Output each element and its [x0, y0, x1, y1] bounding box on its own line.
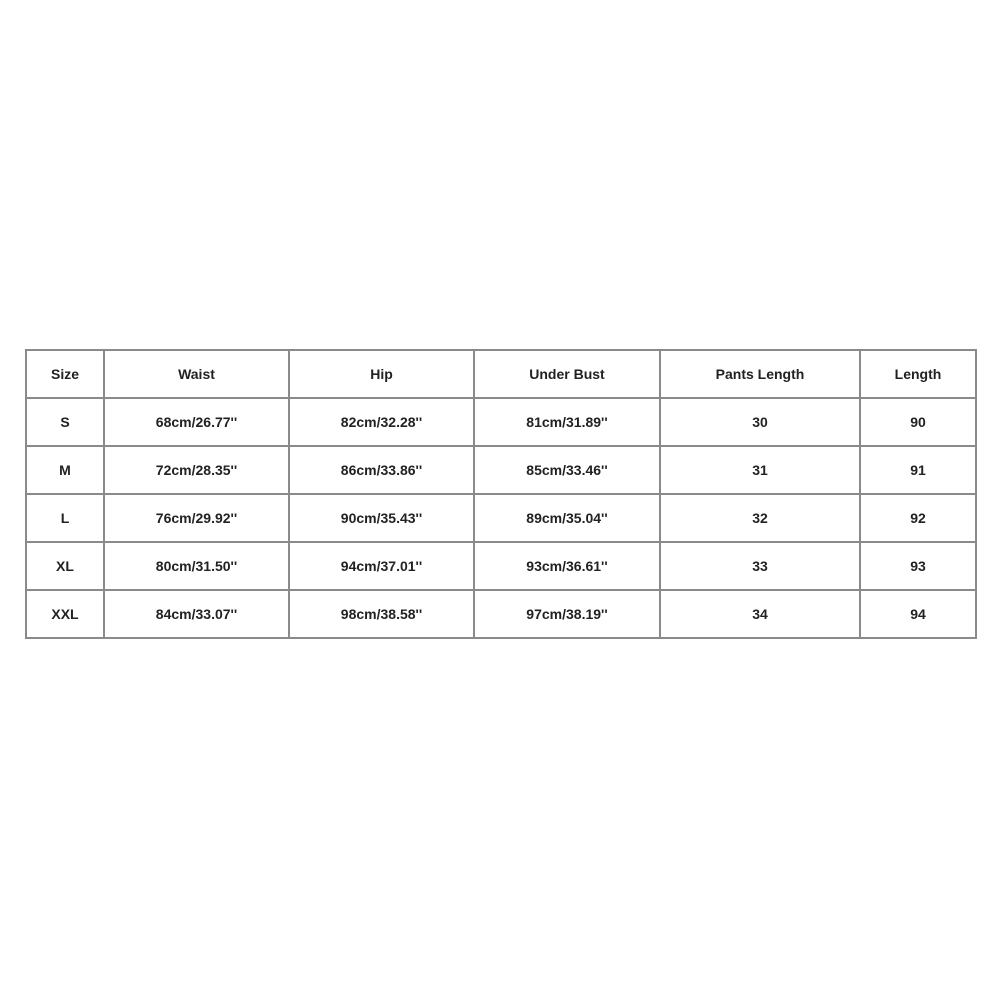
cell-length: 90	[860, 398, 976, 446]
cell-waist: 68cm/26.77''	[104, 398, 289, 446]
cell-hip: 94cm/37.01''	[289, 542, 474, 590]
cell-hip: 86cm/33.86''	[289, 446, 474, 494]
cell-pants-length: 30	[660, 398, 860, 446]
cell-size: L	[26, 494, 104, 542]
cell-size: M	[26, 446, 104, 494]
table-header-row	[26, 350, 976, 398]
size-chart-table	[25, 349, 977, 639]
header-hip: Hip	[289, 350, 474, 398]
header-under-bust: Under Bust	[474, 350, 660, 398]
cell-pants-length: 33	[660, 542, 860, 590]
cell-pants-length: 34	[660, 590, 860, 638]
cell-under-bust: 93cm/36.61''	[474, 542, 660, 590]
cell-size: XL	[26, 542, 104, 590]
cell-pants-length: 32	[660, 494, 860, 542]
cell-hip: 90cm/35.43''	[289, 494, 474, 542]
cell-length: 92	[860, 494, 976, 542]
table-row	[26, 494, 976, 542]
cell-waist: 72cm/28.35''	[104, 446, 289, 494]
cell-length: 93	[860, 542, 976, 590]
header-waist: Waist	[104, 350, 289, 398]
table-row	[26, 398, 976, 446]
cell-hip: 98cm/38.58''	[289, 590, 474, 638]
cell-under-bust: 97cm/38.19''	[474, 590, 660, 638]
cell-size: XXL	[26, 590, 104, 638]
cell-waist: 80cm/31.50''	[104, 542, 289, 590]
cell-waist: 76cm/29.92''	[104, 494, 289, 542]
cell-size: S	[26, 398, 104, 446]
cell-under-bust: 81cm/31.89''	[474, 398, 660, 446]
cell-length: 91	[860, 446, 976, 494]
cell-under-bust: 85cm/33.46''	[474, 446, 660, 494]
header-pants-length: Pants Length	[660, 350, 860, 398]
table-row	[26, 446, 976, 494]
cell-hip: 82cm/32.28''	[289, 398, 474, 446]
table-row	[26, 590, 976, 638]
cell-under-bust: 89cm/35.04''	[474, 494, 660, 542]
cell-waist: 84cm/33.07''	[104, 590, 289, 638]
header-length: Length	[860, 350, 976, 398]
table-row	[26, 542, 976, 590]
cell-pants-length: 31	[660, 446, 860, 494]
header-size: Size	[26, 350, 104, 398]
cell-length: 94	[860, 590, 976, 638]
